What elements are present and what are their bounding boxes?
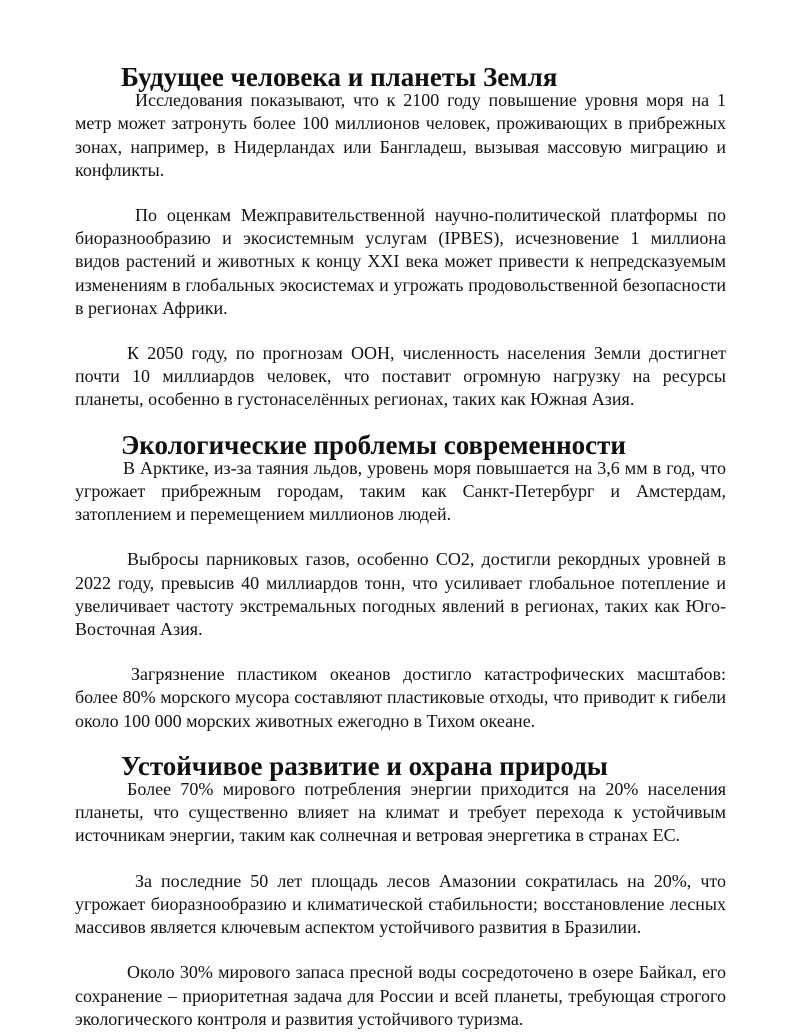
paragraph: По оценкам Межправительственной научно-политической платформы по биоразнообразию и экосистемным услугам (IPBES), исчезновение 1 миллиона видов растений и животных к концу XXI века может привести к непредсказуемым изменениям в глобальных экосистемах и угрожать продовольственной безопасности в регионах Африки. [75, 205, 726, 318]
paragraph-gap [75, 848, 726, 870]
section-heading-ecology: Экологические проблемы современности [121, 429, 626, 460]
paragraph: За последние 50 лет площадь лесов Амазонии сократилась на 20%, что угрожает биоразнообразию и климатической стабильности; восстановление лесных массивов является ключевым аспектом устойчивого развития в Бразилии. [75, 870, 726, 938]
paragraph-gap [75, 182, 726, 204]
paragraph-gap [75, 939, 726, 961]
paragraph-gap [75, 641, 726, 663]
paragraph-gap [75, 320, 726, 342]
document-page [75, 62, 726, 1031]
paragraph: Более 70% мирового потребления энергии приходится на 20% населения планеты, что существенно влияет на климат и требует перехода к устойчивым источникам энергии, таким как солнечная и ветровая энергетика в странах ЕС. [75, 779, 726, 846]
paragraph-gap [75, 526, 726, 548]
paragraph: Загрязнение пластиком океанов достигло катастрофических масштабов: более 80% морского мусора составляют пластиковые отходы, что приводит к гибели около 100 000 морских животных ежегодно в Тихом океане. [75, 664, 726, 731]
paragraph: Выбросы парниковых газов, особенно CO2, достигли рекордных уровней в 2022 году, превысив 40 миллиардов тонн, что усиливает глобальное потепление и увеличивает частоту экстремальных погодных явлений в регионах, таких как Юго-Восточная Азия. [75, 549, 726, 640]
section-heading-future: Будущее человека и планеты Земля [121, 62, 558, 92]
paragraph: Около 30% мирового запаса пресной воды сосредоточено в озере Байкал, его сохранение – приоритетная задача для России и всей планеты, требующая строгого экологического контроля и развития устойчивого туризма. [75, 962, 726, 1029]
section-heading-sustainability: Устойчивое развитие и охрана природы [121, 750, 608, 781]
paragraph: Исследования показывают, что к 2100 году повышение уровня моря на 1 метр может затронуть более 100 миллионов человек, проживающих в прибрежных зонах, например, в Нидерландах или Бангладеш, вызывая массовую миграцию и конфликты. [75, 90, 726, 180]
paragraph: К 2050 году, по прогнозам ООН, численность населения Земли достигнет почти 10 миллиардов человек, что поставит огромную нагрузку на ресурсы планеты, особенно в густонаселённых регионах, таких как Южная Азия. [75, 343, 726, 410]
paragraph: В Арктике, из-за таяния льдов, уровень моря повышается на 3,6 мм в год, что угрожает прибрежным городам, таким как Санкт-Петербург и Амстердам, затоплением и перемещением миллионов людей. [75, 457, 726, 525]
